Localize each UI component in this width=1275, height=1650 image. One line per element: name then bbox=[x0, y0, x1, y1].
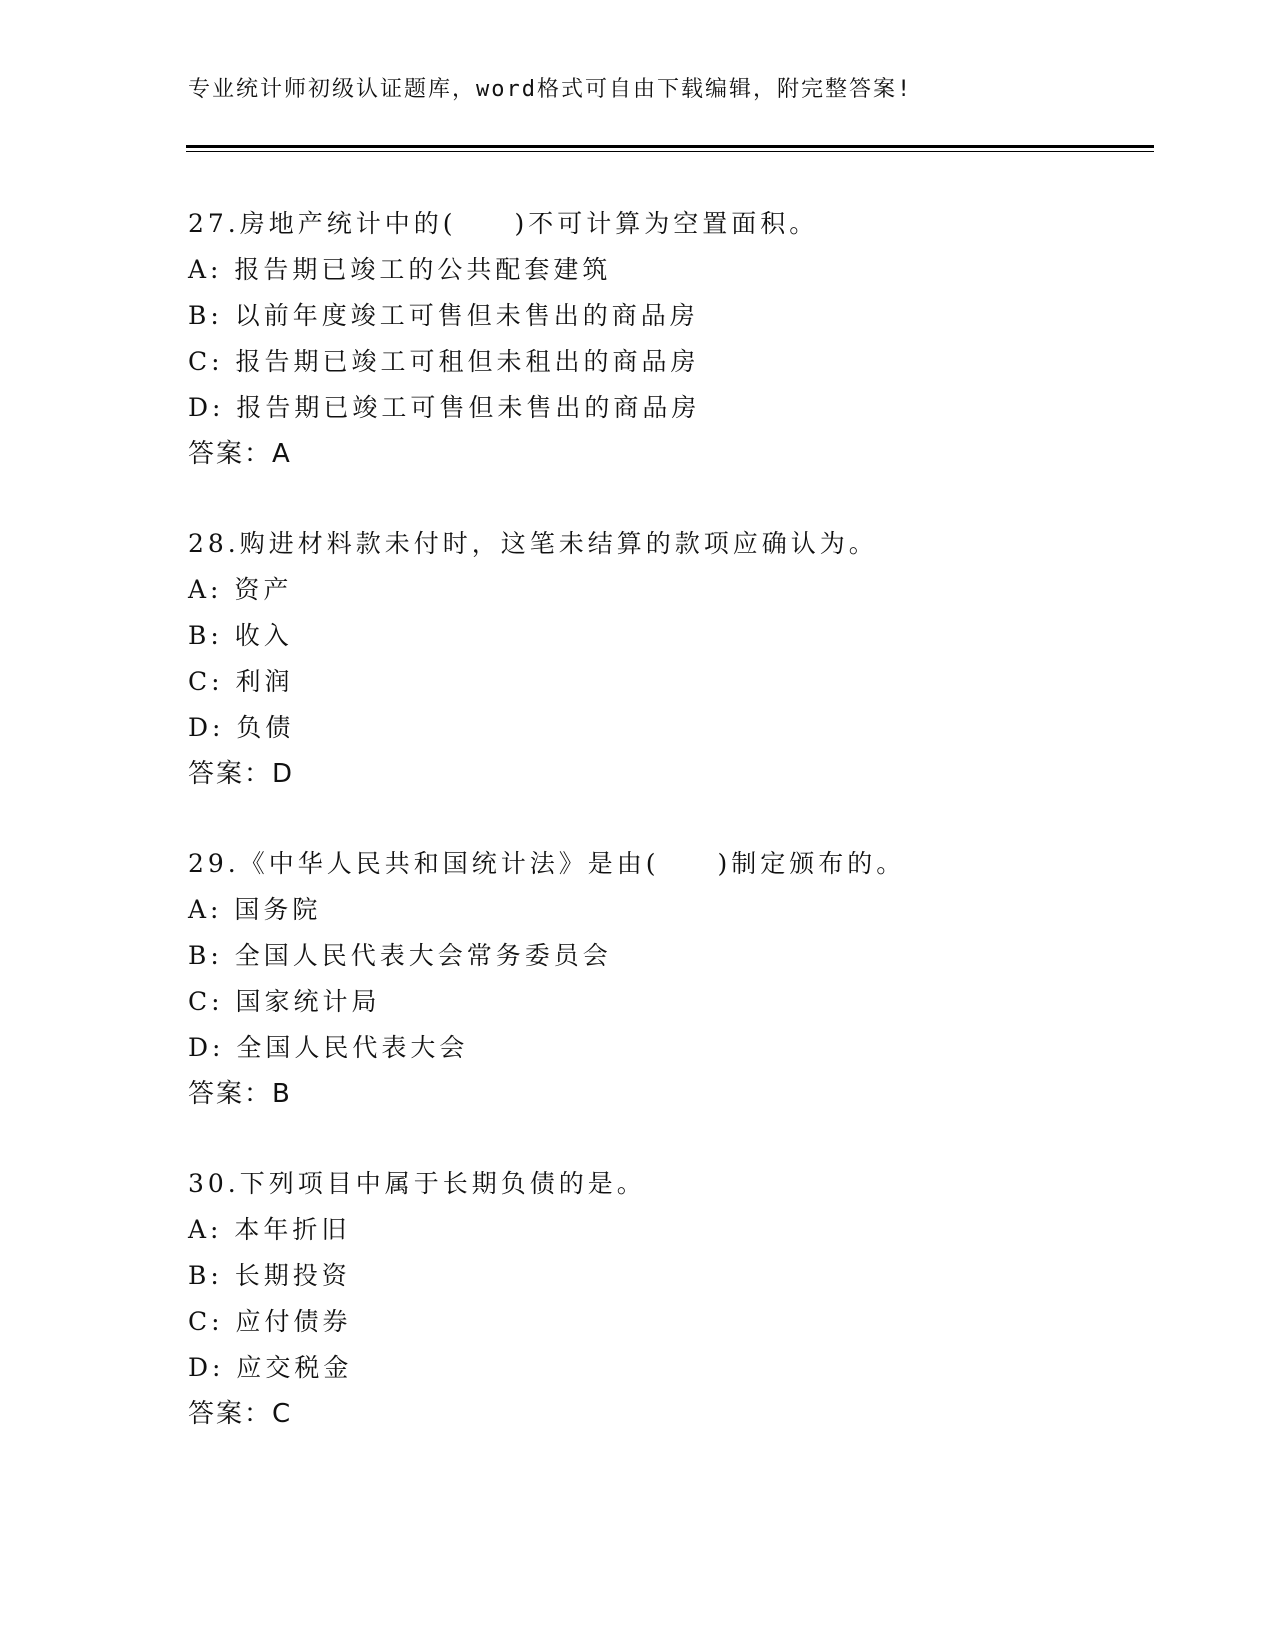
option-d: D: 全国人民代表大会 bbox=[188, 1033, 469, 1062]
answer-line: 答案：A bbox=[188, 439, 292, 469]
answer-line: 答案：B bbox=[188, 1079, 292, 1109]
option-c: C: 国家统计局 bbox=[188, 987, 381, 1016]
option-a: A: 报告期已竣工的公共配套建筑 bbox=[188, 255, 612, 284]
option-a: A: 资产 bbox=[188, 575, 293, 604]
option-c: C: 利润 bbox=[188, 667, 294, 696]
option-c: C: 报告期已竣工可租但未租出的商品房 bbox=[188, 347, 700, 376]
header-rule-thick bbox=[186, 145, 1154, 148]
question-27 bbox=[188, 201, 818, 477]
answer-line: 答案：C bbox=[188, 1399, 293, 1429]
option-d: D: 应交税金 bbox=[188, 1353, 353, 1382]
question-30 bbox=[188, 1161, 646, 1437]
option-b: B: 以前年度竣工可售但未售出的商品房 bbox=[188, 301, 699, 330]
option-d: D: 负债 bbox=[188, 713, 295, 742]
option-d: D: 报告期已竣工可售但未售出的商品房 bbox=[188, 393, 701, 422]
question-stem: 27.房地产统计中的( )不可计算为空置面积。 bbox=[188, 209, 819, 238]
option-a: A: 国务院 bbox=[188, 895, 322, 924]
header-rule-thin bbox=[186, 151, 1154, 152]
page-header: 专业统计师初级认证题库，word格式可自由下载编辑，附完整答案! bbox=[188, 77, 913, 102]
question-28 bbox=[188, 521, 878, 797]
question-stem: 30.下列项目中属于长期负债的是。 bbox=[188, 1169, 646, 1198]
answer-line: 答案：D bbox=[188, 759, 295, 789]
option-b: B: 全国人民代表大会常务委员会 bbox=[188, 941, 612, 970]
option-b: B: 收入 bbox=[188, 621, 293, 650]
question-stem: 29.《中华人民共和国统计法》是由( )制定颁布的。 bbox=[188, 849, 906, 878]
option-a: A: 本年折旧 bbox=[188, 1215, 351, 1244]
option-c: C: 应付债券 bbox=[188, 1307, 352, 1336]
question-29 bbox=[188, 841, 905, 1117]
option-b: B: 长期投资 bbox=[188, 1261, 351, 1290]
question-stem: 28.购进材料款未付时，这笔未结算的款项应确认为。 bbox=[188, 529, 878, 558]
